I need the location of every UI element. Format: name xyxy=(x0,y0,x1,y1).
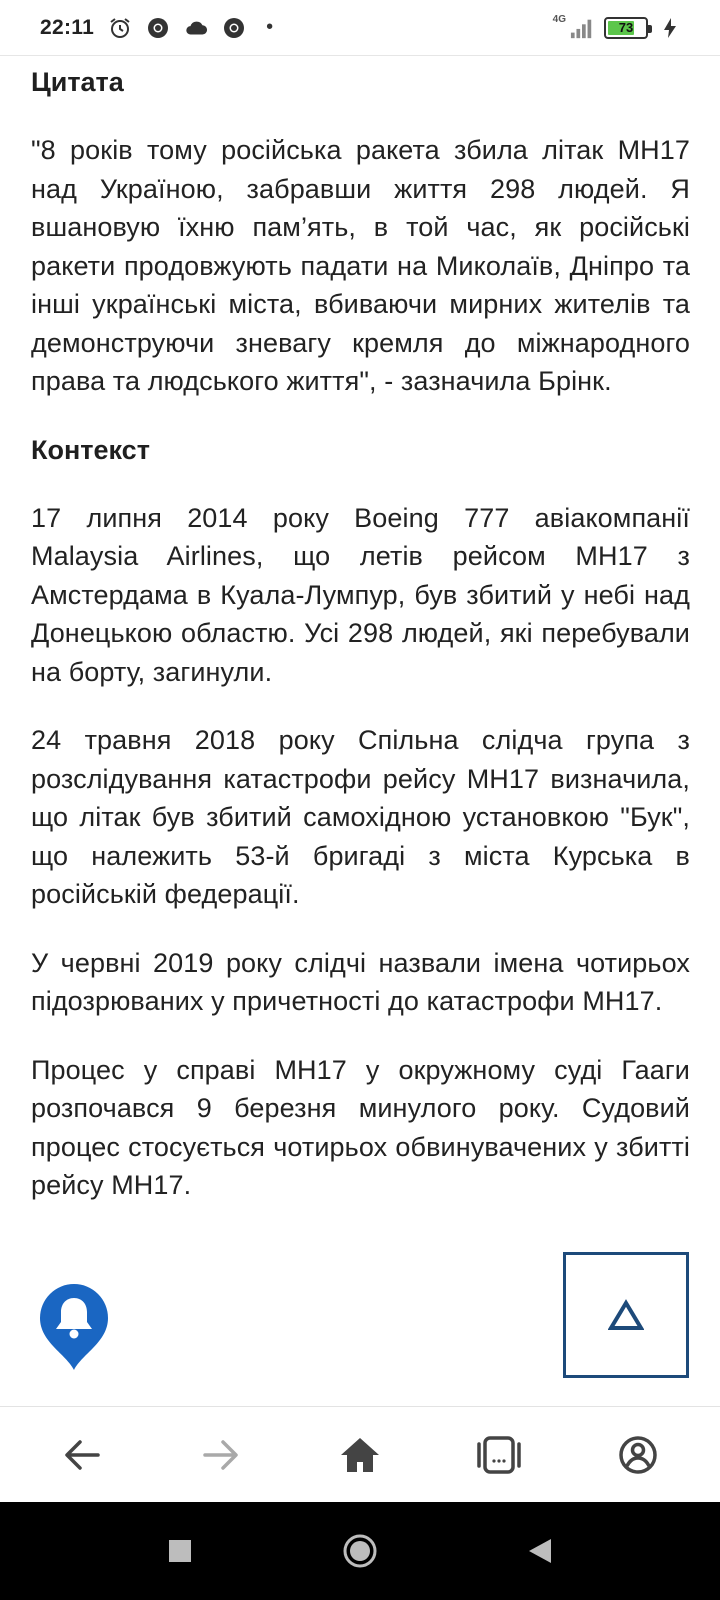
article-paragraph: 17 липня 2014 року Boeing 777 авіакомпанії Malaysia Airlines, що летів рейсом MH17 з Амстердама в Куала-Лумпур, був збитий у небі над Донецькою областю. Усі 298 людей, які перебували на борту, загинули. xyxy=(31,502,690,687)
battery-cap xyxy=(648,25,652,33)
status-bar xyxy=(0,0,720,56)
battery-level: 73 xyxy=(618,20,634,35)
context-heading: Контекст xyxy=(31,434,150,465)
back-icon xyxy=(62,1439,102,1471)
back-button[interactable] xyxy=(46,1419,118,1491)
signal-icon xyxy=(570,16,594,40)
triangle-up-icon xyxy=(608,1299,644,1331)
browser-nav-bar xyxy=(0,1406,720,1502)
bell-icon xyxy=(36,1282,112,1372)
home-icon xyxy=(339,1436,381,1474)
cloud-icon xyxy=(184,16,208,40)
home-circle-icon xyxy=(342,1533,378,1569)
dot-icon: • xyxy=(266,16,274,38)
chrome-icon xyxy=(146,16,170,40)
system-back-button[interactable] xyxy=(510,1521,570,1581)
tabs-icon xyxy=(475,1435,523,1475)
alarm-icon xyxy=(108,16,132,40)
notification-bell-button[interactable] xyxy=(36,1282,112,1372)
charging-icon xyxy=(658,16,682,40)
chrome-icon xyxy=(222,16,246,40)
scroll-to-top-button[interactable] xyxy=(563,1252,689,1378)
back-triangle-icon xyxy=(527,1537,553,1565)
status-time: 22:11 xyxy=(40,15,95,39)
article-paragraph: У червні 2019 року слідчі назвали імена чотирьох підозрюваних у причетності до катастрофи MH17. xyxy=(31,947,690,1016)
account-button[interactable] xyxy=(602,1419,674,1491)
system-nav-bar xyxy=(0,1502,720,1600)
tabs-button[interactable] xyxy=(463,1419,535,1491)
forward-icon xyxy=(201,1439,241,1471)
home-button[interactable] xyxy=(324,1419,396,1491)
forward-button[interactable] xyxy=(185,1419,257,1491)
article-paragraph: 24 травня 2018 року Спільна слідча група з розслідування катастрофи рейсу MH17 визначила, що літак був збитий самохідною установкою "Бук", що належить 53-й бригаді з міста Курська в російській федерації. xyxy=(31,725,690,909)
system-home-button[interactable] xyxy=(330,1521,390,1581)
battery-icon xyxy=(604,17,648,39)
quote-paragraph: "8 років тому російська ракета збила літак MH17 над Україною, забравши життя 298 людей. Я вшановую їхню пам’ять, в той час, як російські ракети продовжують падати на Миколаїв, Дніпро та інші українські міста, вбиваючи мирних жителів та демонструючи зневагу кремля до міжнародного права та людського життя", - зазначила Брінк. xyxy=(31,135,690,396)
recents-icon xyxy=(168,1539,192,1563)
network-type: 4G xyxy=(552,14,566,25)
recents-button[interactable] xyxy=(150,1521,210,1581)
article-paragraph: Процес у справі MH17 у окружному суді Гааги розпочався 9 березня минулого року. Судовий процес стосується чотирьох обвинувачених у збитті рейсу MH17. xyxy=(31,1054,690,1200)
quote-heading: Цитата xyxy=(31,67,124,97)
article-content xyxy=(31,56,690,1406)
account-icon xyxy=(618,1435,658,1475)
